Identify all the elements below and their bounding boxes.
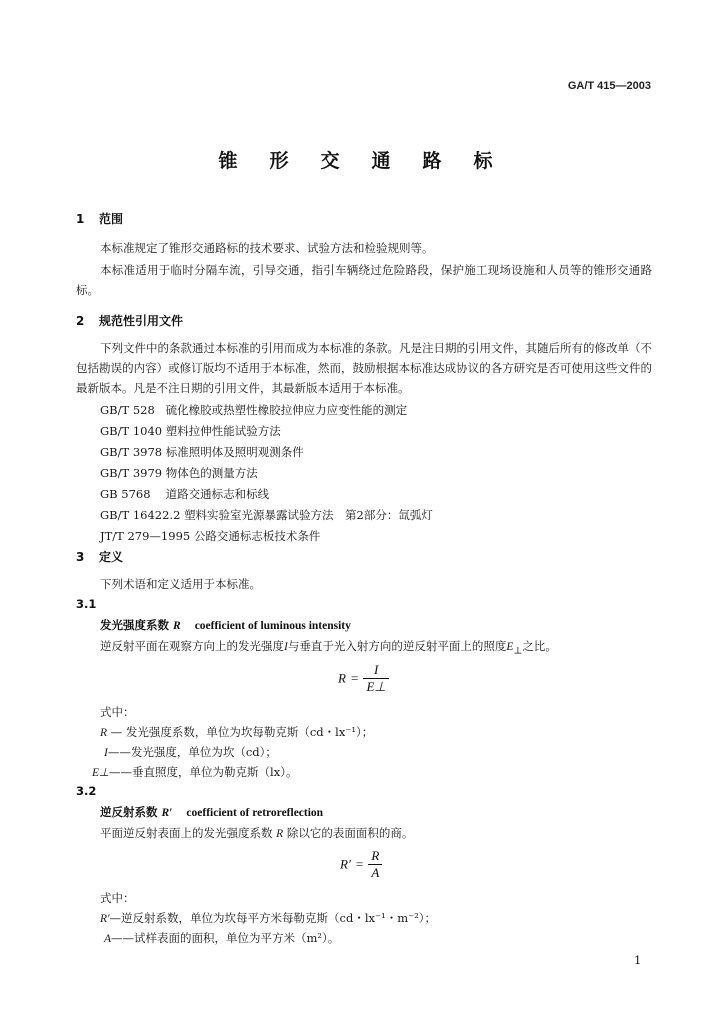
definition-text: 逆反射平面在观察方向上的发光强度: [100, 639, 284, 653]
reference-title: 公路交通标志板技术条件: [193, 529, 321, 543]
formula-lhs: R′: [340, 856, 351, 872]
reference-item: [100, 465, 258, 481]
definition-symbol: E: [506, 641, 514, 653]
formula-1: [338, 662, 389, 695]
reference-item: [100, 507, 433, 523]
section-2-paragraph: 下列文件中的条款通过本标准的引用而成为本标准的条款。凡是注日期的引用文件，其随后所有的修改单（不包括勘误的内容）或修订版均不适用于本标准，然而，鼓励根据本标准达成协议的各方研究是否可使用这些文件的最新版本。凡是不注日期的引用文件，其最新版本适用于本标准。: [76, 341, 652, 395]
reference-code: GB/T 1040: [100, 424, 163, 438]
document-title: 锥形交通路标: [218, 150, 525, 172]
definition-text: 除以它的表面面积的商。: [286, 826, 414, 840]
section-title: 定义: [99, 550, 124, 564]
reference-code: GB 5768: [100, 487, 151, 501]
variable-dash: ——: [107, 745, 131, 759]
formula-lhs: R: [338, 670, 346, 686]
section-2-heading: [76, 312, 183, 329]
variable-symbol: A: [104, 933, 112, 945]
definition-symbol: I: [284, 641, 288, 653]
formula-2: [340, 848, 382, 881]
definition-symbol: R: [276, 828, 284, 840]
reference-title: 塑料实验室光源暴露试验方法 第2部分：氙弧灯: [184, 508, 433, 522]
reference-item: [100, 423, 281, 439]
reference-title: 塑料拉伸性能试验方法: [165, 424, 281, 438]
term-symbol: R′: [161, 807, 173, 819]
definition-text: 与垂直于光入射方向的逆反射平面上的照度: [287, 639, 507, 653]
variable-dash: —: [109, 911, 122, 925]
definition-text: 平面逆反射表面上的发光强度系数: [100, 826, 273, 840]
section-1-heading: [76, 210, 123, 227]
variable-dash: —: [107, 725, 126, 739]
variable-definition: [100, 722, 373, 743]
where-label: 式中：: [100, 705, 135, 719]
variable-description: 发光强度，单位为坎（cd）；: [130, 745, 277, 759]
variable-symbol: R′: [100, 913, 110, 925]
reference-item: [100, 402, 407, 418]
term-heading: [100, 617, 351, 633]
variable-definition: [100, 908, 436, 929]
definition-subscript: ⊥: [513, 645, 523, 657]
variable-description: 垂直照度，单位为勒克斯（lx）。: [132, 765, 298, 779]
section-3-heading: [76, 548, 123, 565]
section-1-paragraph-2: 本标准适用于临时分隔车流，引导交通，指引车辆绕过危险路段，保护施工现场设施和人员等的锥形交通路标。: [76, 263, 652, 297]
clause-number: 3.1: [76, 597, 97, 611]
fraction-numerator: I: [363, 662, 388, 679]
section-title: 规范性引用文件: [99, 314, 184, 328]
reference-code: JT/T 279—1995: [100, 529, 191, 543]
fraction-denominator: E⊥: [366, 679, 386, 694]
variable-definition: [104, 928, 339, 949]
definition-text: 之比。: [522, 639, 557, 653]
page-number: 1: [634, 953, 642, 967]
section-3-intro: 下列术语和定义适用于本标准。: [100, 577, 261, 591]
term-symbol: R: [173, 620, 181, 632]
reference-code: GB/T 528: [100, 403, 155, 417]
reference-code: GB/T 16422.2: [100, 508, 181, 522]
term-english: coefficient of retroreflection: [186, 807, 324, 819]
section-title: 范围: [99, 212, 124, 226]
term-definition: [100, 636, 557, 661]
variable-definition: [104, 742, 277, 763]
equals-sign: =: [351, 670, 359, 686]
reference-item: [100, 528, 320, 544]
reference-item: [100, 486, 269, 502]
variable-description: 试样表面的面积，单位为平方米（m²）。: [134, 931, 340, 945]
variable-definition: [92, 762, 297, 783]
clause-number: 3.2: [76, 784, 97, 798]
where-label: 式中：: [100, 891, 135, 905]
reference-title: 道路交通标志和标线: [165, 487, 270, 501]
standard-number: GA/T 415—2003: [567, 80, 651, 92]
variable-description: 发光强度系数，单位为坎每勒克斯（cd・lx⁻¹）；: [125, 725, 374, 739]
reference-title: 物体色的测量方法: [165, 466, 258, 480]
reference-code: GB/T 3979: [100, 466, 163, 480]
term-chinese: 发光强度系数: [100, 618, 169, 632]
section-number: 3: [76, 550, 85, 564]
term-definition: [100, 823, 413, 844]
equals-sign: =: [355, 856, 364, 872]
section-number: 2: [76, 314, 85, 328]
section-1-paragraph-1: 本标准规定了锥形交通路标的技术要求、试验方法和检验规则等。: [100, 241, 434, 255]
section-number: 1: [76, 212, 85, 226]
fraction: [368, 848, 382, 881]
variable-symbol: I: [104, 747, 108, 759]
variable-dash: ——: [109, 765, 133, 779]
fraction-denominator: A: [371, 865, 380, 880]
reference-title: 硫化橡胶或热塑性橡胶拉伸应力应变性能的测定: [165, 403, 408, 417]
variable-description: 逆反射系数，单位为坎每平方米每勒克斯（cd・lx⁻¹・m⁻²）；: [121, 911, 437, 925]
term-chinese: 逆反射系数: [100, 805, 158, 819]
variable-symbol: R: [100, 727, 108, 739]
term-english: coefficient of luminous intensity: [194, 620, 351, 632]
variable-symbol: E⊥: [92, 767, 110, 779]
term-heading: [100, 804, 323, 820]
reference-code: GB/T 3978: [100, 445, 163, 459]
reference-item: [100, 444, 304, 460]
fraction: [363, 662, 388, 695]
reference-title: 标准照明体及照明观测条件: [165, 445, 304, 459]
variable-dash: ——: [111, 931, 135, 945]
fraction-numerator: R: [368, 848, 382, 865]
